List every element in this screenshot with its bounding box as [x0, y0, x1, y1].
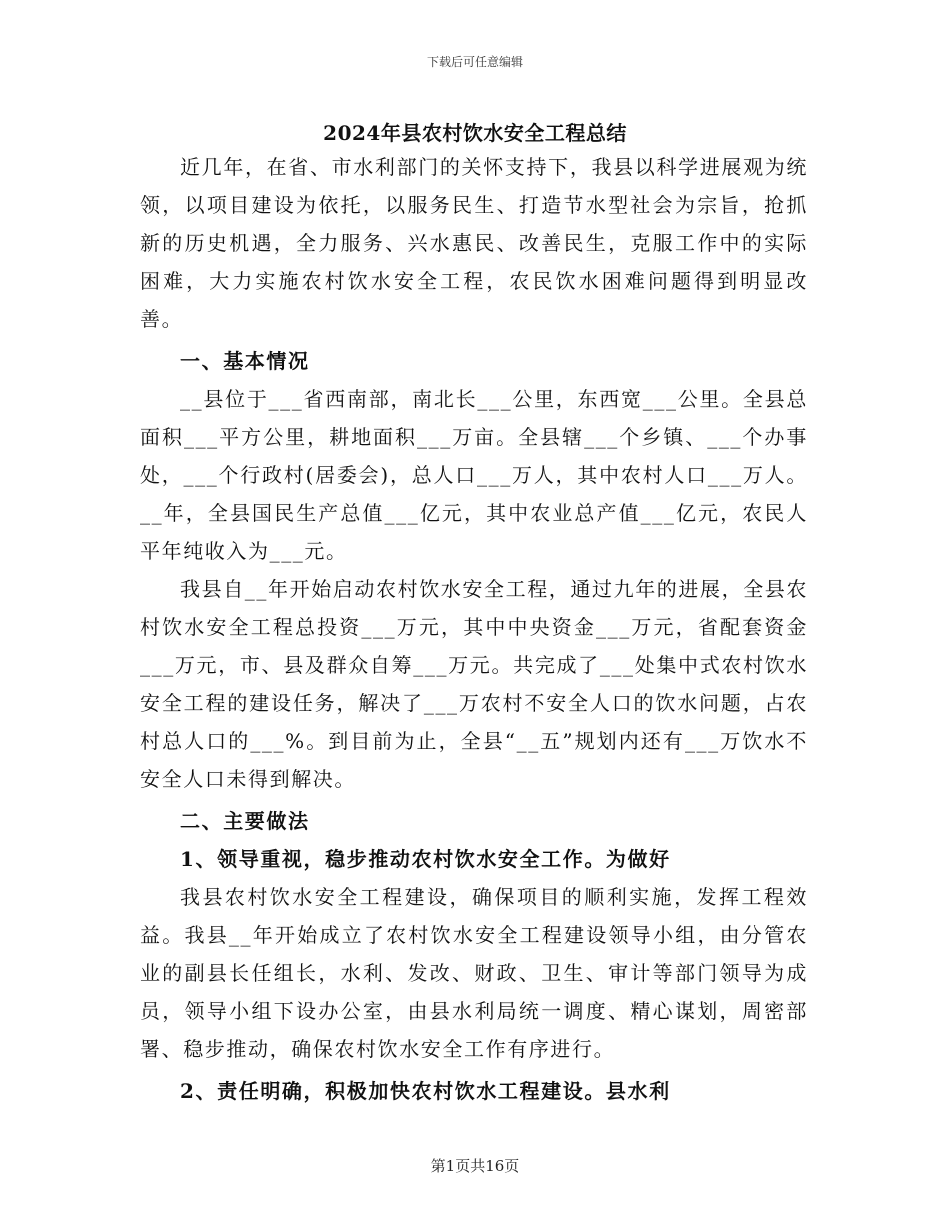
page-number: 第1页共16页: [430, 1157, 520, 1175]
section-heading-methods: 二、主要做法: [180, 809, 310, 833]
section-heading-basic: 一、基本情况: [180, 349, 310, 373]
basic-info-paragraph: __县位于___省西南部，南北长___公里，东西宽___公里。全县总面积___平方公里，耕地面积___万亩。全县辖___个乡镇、___个办事处，___个行政村(居委会)，总人口___万人，其中农村人口___万人。__年，全县国民生产总值___亿元，其中农业总产值___亿元，农民人平年纯收入为___元。: [140, 387, 808, 563]
document-title: 2024年县农村饮水安全工程总结: [323, 121, 627, 145]
leadership-paragraph: 我县农村饮水安全工程建设，确保项目的顺利实施，发挥工程效益。我县__年开始成立了农村饮水安全工程建设领导小组，由分管农业的副县长任组长，水利、发改、财政、卫生、审计等部门领导为成员，领导小组下设办公室，由县水利局统一调度、精心谋划，周密部署、稳步推动，确保农村饮水安全工作有序进行。: [140, 885, 808, 1061]
subheading-leadership: 1、领导重视，稳步推动农村饮水安全工作。为做好: [180, 847, 671, 871]
subheading-responsibility: 2、责任明确，积极加快农村饮水工程建设。县水利: [180, 1079, 671, 1103]
document-body: [140, 148, 808, 1110]
intro-paragraph: 近几年，在省、市水利部门的关怀支持下，我县以科学进展观为统领，以项目建设为依托，以服务民生、打造节水型社会为宗旨，抢抓新的历史机遇，全力服务、兴水惠民、改善民生，克服工作中的实际困难，大力实施农村饮水安全工程，农民饮水困难问题得到明显改善。: [140, 155, 808, 331]
page-header-note: 下载后可任意编辑: [426, 55, 523, 69]
progress-paragraph: 我县自__年开始启动农村饮水安全工程，通过九年的进展，全县农村饮水安全工程总投资___万元，其中中央资金___万元，省配套资金___万元，市、县及群众自筹___万元。共完成了___处集中式农村饮水安全工程的建设任务，解决了___万农村不安全人口的饮水问题，占农村总人口的___%。到目前为止，全县“__五”规划内还有___万饮水不安全人口未得到解决。: [140, 577, 808, 791]
